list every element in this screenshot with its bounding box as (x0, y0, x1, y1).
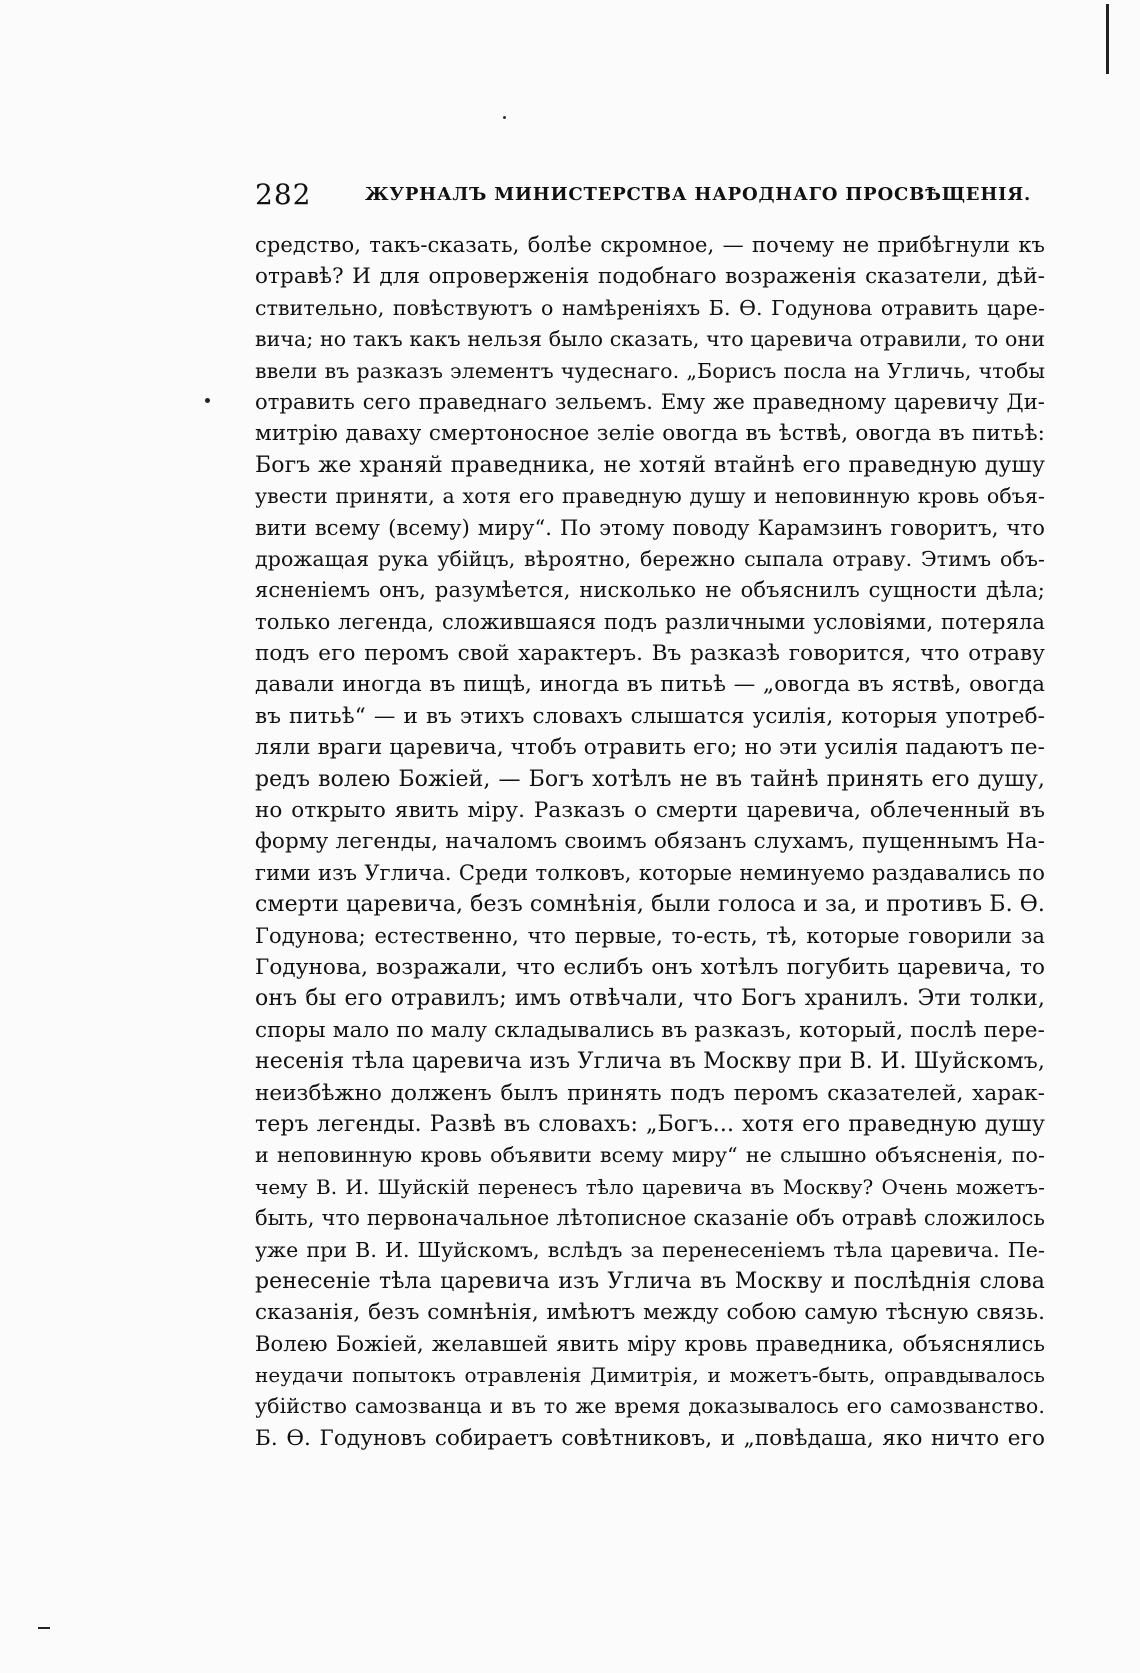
text-line: увести приняти, а хотя его праведную душу и неповинную кровь объя- (255, 484, 1045, 509)
text-line: редъ волею Божіей, — Богъ хотѣлъ не въ тайнѣ принять его душу, (255, 766, 1045, 792)
running-head: ЖУРНАЛЪ МИНИСТЕРСТВА НАРОДНАГО ПРОСВѢЩЕНІЯ. (365, 184, 1032, 205)
body-text (255, 230, 1045, 1454)
text-line: дрожащая рука убійцъ, вѣроятно, бережно сыпала отраву. Этимъ объ- (255, 546, 1045, 571)
text-line: ренесеніе тѣла царевича изъ Углича въ Москву и послѣднія слова (255, 1268, 1045, 1294)
text-line: несенія тѣла царевича изъ Углича въ Москву при В. И. Шуйскомъ, (255, 1049, 1045, 1075)
text-line: Годунова; естественно, что первые, то-есть, тѣ, которые говорили за (255, 923, 1045, 948)
text-line: вича; но такъ какъ нельзя было сказать, что царевича отравили, то они (255, 327, 1045, 352)
text-line: ясненіемъ онъ, разумѣется, нисколько не объяснилъ сущности дѣла; (255, 578, 1045, 603)
text-line: теръ легенды. Развѣ въ словахъ: „Богъ... хотя его праведную душу (255, 1111, 1045, 1137)
text-line: онъ бы его отравилъ; имъ отвѣчали, что Богъ хранилъ. Эти толки, (255, 986, 1045, 1012)
scan-speck (503, 116, 506, 119)
text-line: сказанія, безъ сомнѣнія, имѣютъ между собою самую тѣсную связь. (255, 1300, 1045, 1326)
page-number: 282 (255, 178, 312, 211)
text-line: подъ его перомъ свой характеръ. Въ разказѣ говорится, что отраву (255, 641, 1045, 667)
text-line: уже при В. И. Шуйскомъ, вслѣдъ за перенесеніемъ тѣла царевича. Пе- (255, 1237, 1045, 1262)
page-header (255, 178, 1045, 212)
text-line: смерти царевича, безъ сомнѣнія, были голоса и за, и противъ Б. Ѳ. (255, 892, 1045, 918)
text-line: Б. Ѳ. Годуновъ собираетъ совѣтниковъ, и „повѣдаша, яко ничто его (255, 1425, 1045, 1451)
text-line: отравить сего праведнаго зельемъ. Ему же праведному царевичу Ди- (255, 389, 1045, 414)
text-line: ввели въ разказъ элементъ чудеснаго. „Борисъ посла на Угличь, чтобы (255, 358, 1045, 383)
text-line: давали иногда въ пищѣ, иногда въ питьѣ — „овогда въ яствѣ, овогда (255, 672, 1045, 698)
text-line: форму легенды, началомъ своимъ обязанъ слухамъ, пущеннымъ На- (255, 829, 1045, 855)
text-line: но открыто явить міру. Разказъ о смерти царевича, облеченный въ (255, 798, 1045, 824)
scan-edge-mark (1106, 4, 1109, 74)
text-line: Богъ же храняй праведника, не хотяй втайнѣ его праведную душу (255, 452, 1045, 478)
text-line: Годунова, возражали, что еслибъ онъ хотѣлъ погубить царевича, то (255, 954, 1045, 980)
scan-corner-mark (38, 1627, 50, 1629)
text-line: ствительно, повѣствуютъ о намѣреніяхъ Б. Ѳ. Годунова отравить царе- (255, 295, 1045, 320)
text-line: ляли враги царевича, чтобъ отравить его; но эти усилія падаютъ пе- (255, 735, 1045, 761)
margin-speck (205, 398, 210, 403)
text-line: отравѣ? И для опроверженія подобнаго возраженія сказатели, дѣй- (255, 264, 1045, 290)
text-line: средство, такъ-сказать, болѣе скромное, — почему не прибѣгнули къ (255, 233, 1045, 257)
text-line: гими изъ Углича. Среди толковъ, которые неминуемо раздавались по (255, 860, 1045, 885)
text-line: неудачи попытокъ отравленія Димитрія, и можетъ-быть, оправдывалось (255, 1363, 1045, 1388)
text-line: Волею Божіей, желавшей явить міру кровь праведника, объяснялись (255, 1331, 1045, 1356)
text-line: споры мало по малу складывались въ разказъ, который, послѣ пере- (255, 1017, 1045, 1043)
text-line: чему В. И. Шуйскій перенесъ тѣло царевича въ Москву? Очень можетъ- (255, 1174, 1045, 1199)
text-line: неизбѣжно долженъ былъ принять подъ перомъ сказателей, харак- (255, 1080, 1045, 1106)
text-line: митрію даваху смертоносное зеліе овогда въ ѣствѣ, овогда въ питьѣ: (255, 421, 1045, 447)
text-line: вити всему (всему) миру“. По этому поводу Карамзинъ говоритъ, что (255, 515, 1045, 540)
text-line: быть, что первоначальное лѣтописное сказаніе объ отравѣ сложилось (255, 1206, 1045, 1231)
text-line: только легенда, сложившаяся подъ различными условіями, потеряла (255, 609, 1045, 634)
text-line: убійство самозванца и въ то же время доказывалось его самозванство. (255, 1394, 1045, 1419)
text-line: въ питьѣ“ — и въ этихъ словахъ слышатся усилія, которыя употреб- (255, 703, 1045, 729)
text-line: и неповинную кровь объявити всему миру“ не слышно объясненія, по- (255, 1143, 1045, 1168)
